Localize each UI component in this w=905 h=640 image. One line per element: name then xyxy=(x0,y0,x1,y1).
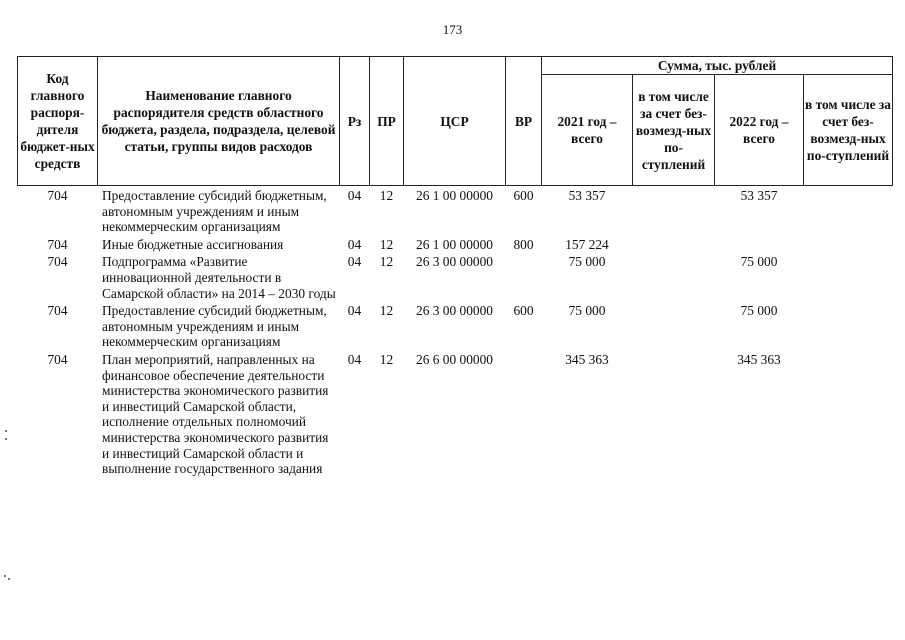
table-row xyxy=(18,350,893,477)
cell-name: План мероприятий, направленных на финансовое обеспечение деятельности министерства экономического развития и инвестиций Самарской области, исполнение отдельных полномочий министерства экономического развития и инвестиций Самарской области и выполнение государственного задания xyxy=(102,351,329,477)
cell-kod: 704 xyxy=(47,303,68,319)
cell-2022-grants xyxy=(804,235,893,253)
cell-pr: 12 xyxy=(379,303,394,319)
cell-csr: 26 3 00 00000 xyxy=(416,303,493,319)
table-row xyxy=(18,235,893,253)
header-name: Наименование главного распорядителя средств областного бюджета, раздела, подраздела, целевой статьи, группы видов расходов xyxy=(98,57,340,186)
cell-csr: 26 6 00 00000 xyxy=(416,351,493,367)
cell-rz: 04 xyxy=(347,236,362,252)
cell-rz: 04 xyxy=(347,303,362,319)
cell-2022-total: 345 363 xyxy=(737,351,781,367)
cell-2022-grants xyxy=(804,252,893,301)
page-number: 173 xyxy=(442,22,463,37)
cell-2022-grants xyxy=(804,350,893,477)
cell-2022-grants xyxy=(804,186,893,235)
table-row xyxy=(18,186,893,235)
cell-rz: 04 xyxy=(347,188,362,203)
cell-2021-grants xyxy=(633,252,715,301)
cell-csr: 26 1 00 00000 xyxy=(416,188,493,203)
cell-vr: 600 xyxy=(513,188,534,203)
header-2022-grants: в том числе за счет без-возмезд-ных по-ступлений xyxy=(804,75,893,186)
cell-2022-total: 75 000 xyxy=(740,303,778,319)
cell-2021-grants xyxy=(633,186,715,235)
table-body xyxy=(18,186,893,477)
cell-2021-grants xyxy=(633,301,715,350)
header-sum-group: Сумма, тыс. рублей xyxy=(542,57,893,75)
cell-2021-total: 53 357 xyxy=(568,188,606,203)
header-kod: Код главного распоря-дителя бюджет-ных средств xyxy=(18,57,98,186)
cell-kod: 704 xyxy=(47,188,68,203)
cell-2021-grants xyxy=(633,235,715,253)
header-csr: ЦСР xyxy=(404,57,506,186)
cell-csr: 26 1 00 00000 xyxy=(416,236,493,252)
cell-name: Иные бюджетные ассигнования xyxy=(102,236,284,252)
header-2021-grants: в том числе за счет без-возмезд-ных по-ступлений xyxy=(633,75,715,186)
cell-name: Предоставление субсидий бюджетным, автономным учреждениям и иным некоммерческим организациям xyxy=(102,188,327,235)
cell-2021-total: 75 000 xyxy=(568,254,606,270)
cell-2022-total: 53 357 xyxy=(740,188,778,203)
cell-rz: 04 xyxy=(347,254,362,270)
scan-speck xyxy=(5,430,7,432)
budget-table xyxy=(17,56,893,477)
scan-speck xyxy=(5,438,7,440)
cell-pr: 12 xyxy=(379,236,394,252)
cell-2021-total: 75 000 xyxy=(568,303,606,319)
scan-speck xyxy=(4,575,6,577)
cell-2022-grants xyxy=(804,301,893,350)
header-rz: Рз xyxy=(340,57,370,186)
header-vr: ВР xyxy=(506,57,542,186)
scan-speck xyxy=(8,578,10,580)
cell-kod: 704 xyxy=(47,351,68,367)
cell-2021-total: 157 224 xyxy=(565,236,609,252)
cell-2021-grants xyxy=(633,350,715,477)
table-header xyxy=(18,57,893,186)
cell-vr xyxy=(506,350,542,477)
cell-rz: 04 xyxy=(347,351,362,367)
cell-csr: 26 3 00 00000 xyxy=(416,254,493,270)
header-pr: ПР xyxy=(370,57,404,186)
table-row xyxy=(18,301,893,350)
cell-kod: 704 xyxy=(47,254,68,270)
cell-name: Подпрограмма «Развитие инновационной деятельности в Самарской области» на 2014 – 2030 годы xyxy=(102,254,336,301)
table-row xyxy=(18,252,893,301)
cell-pr: 12 xyxy=(379,188,394,203)
cell-2022-total xyxy=(715,235,804,253)
cell-pr: 12 xyxy=(379,351,394,367)
header-2021-total: 2021 год – всего xyxy=(542,75,633,186)
cell-pr: 12 xyxy=(379,254,394,270)
cell-vr: 800 xyxy=(513,236,534,252)
cell-vr: 600 xyxy=(513,303,534,319)
cell-2022-total: 75 000 xyxy=(740,254,778,270)
cell-2021-total: 345 363 xyxy=(565,351,609,367)
cell-vr xyxy=(506,252,542,301)
header-2022-total: 2022 год – всего xyxy=(715,75,804,186)
cell-kod: 704 xyxy=(47,236,68,252)
cell-name: Предоставление субсидий бюджетным, автономным учреждениям и иным некоммерческим организациям xyxy=(102,303,327,350)
